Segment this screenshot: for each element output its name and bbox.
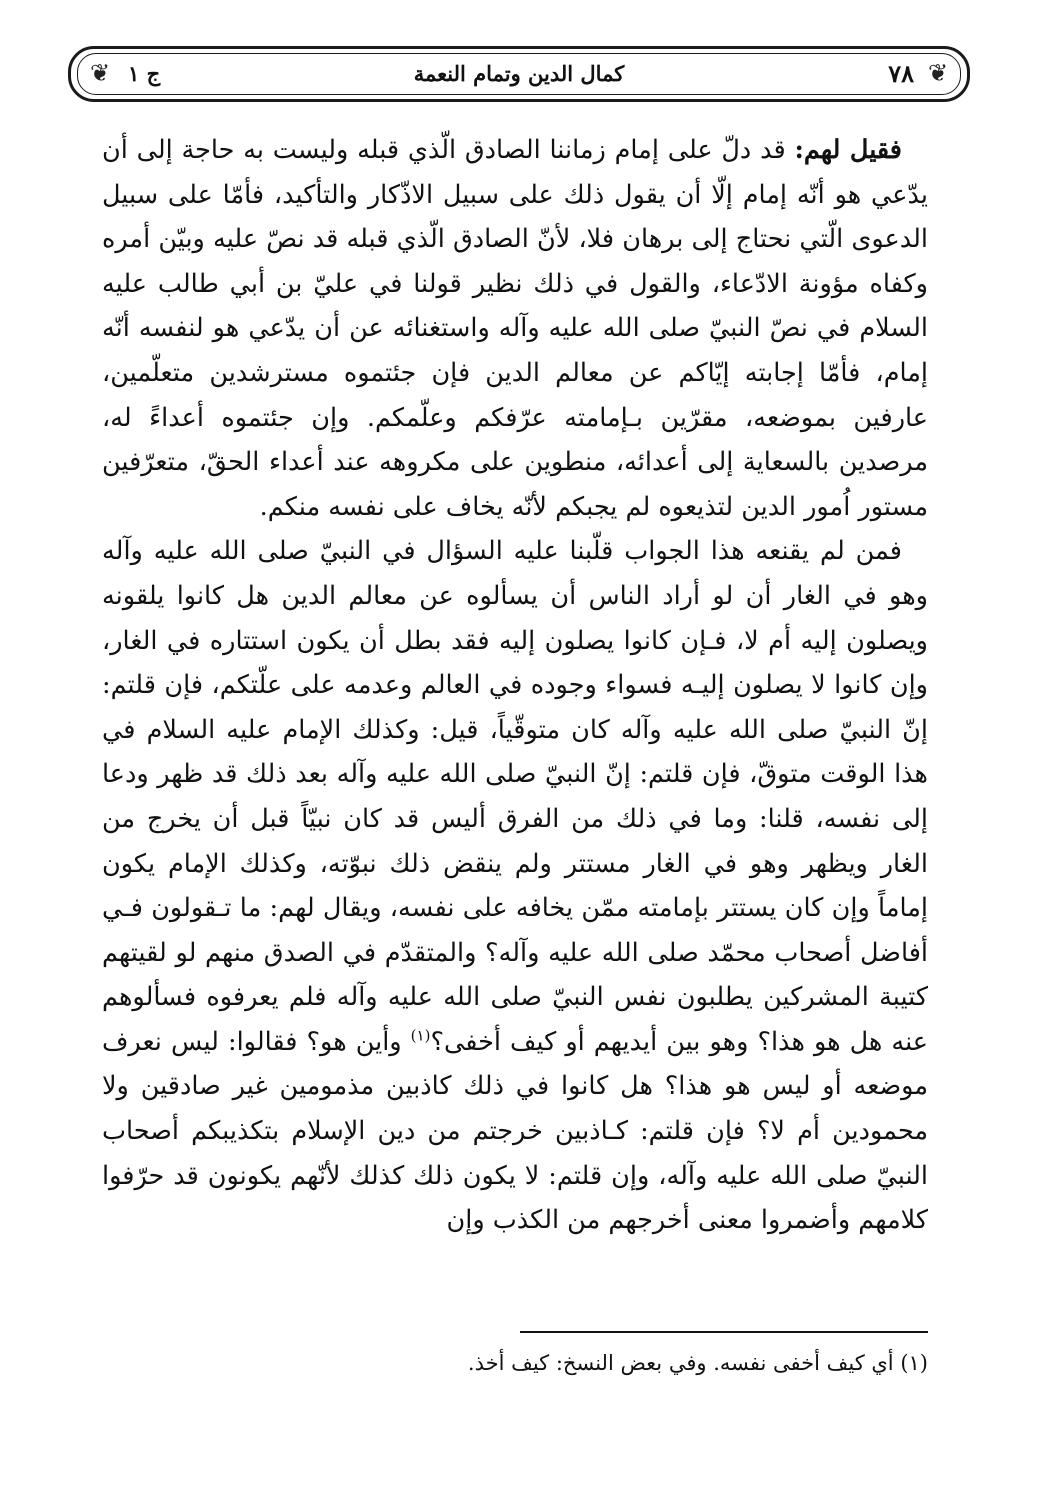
footnote-marker: (١) [410, 1026, 431, 1045]
footnote: (١) أي كيف أخفى نفسه. وفي بعض النسخ: كيف أخذ. [467, 1351, 928, 1375]
paragraph-2-part-1: فمن لم يقنعه هذا الجواب قلّبنا عليه السؤال في النبيّ صلى الله عليه وآله وهو في الغار أن لو أراد الناس أن يسألوه عن معالم الدين هل كانوا يلقونه ويصلون إليه أم لا، فـإن كانوا يصلون إليه فقد بطل أن يكون استتاره في الغار، وإن كانوا لا يصلون إليـه فسواء وجوده في العالم وعدمه على علّتكم، فإن قلتم: إنّ النبيّ صلى الله عليه وآله كان متوقّياً، قيل: وكذلك الإمام عليه السلام في هذا الوقت متوقّ، فإن قلتم: إنّ النبيّ صلى الله عليه وآله بعد ذلك قد ظهر ودعا إلى نفسه، قلنا: وما في ذلك من الفرق أليس قد كان نبيّاً قبل أن يخرج من الغار ويظهر وهو في الغار مستتر ولم ينقض ذلك نبوّته، وكذلك الإمام يكون إماماً وإن كان يستتر بإمامته ممّن يخافه على نفسه، ويقال لهم: ما تـقولون فـي أفاضل أصحاب محمّد صلى الله عليه وآله؟ والمتقدّم في الصدق منهم لو لقيتهم كتيبة المشركين يطلبون نفس النبيّ صلى الله عليه وآله فلم يعرفوه فسألوهم عنه هل هو هذا؟ وهو بين أيديهم أو كيف أخفى؟ [102, 536, 928, 1057]
page-number: ٧٨ [888, 59, 914, 88]
ornament-right-icon: ❦ [927, 59, 949, 87]
footnote-separator [520, 1331, 928, 1333]
paragraph-1-lead: فقيل لهم: [794, 135, 902, 165]
paragraph-1 [102, 128, 928, 529]
paragraph-2-part-2: وأين هو؟ فقالوا: ليس نعرف موضعه أو ليس هو هذا؟ هل كانوا في ذلك كاذبين مذمومين غير صادقين ولا محمودين أم لا؟ فإن قلتم: كـاذبين خرجتم من دين الإسلام بتكذيبكم أصحاب النبيّ صلى الله عليه وآله، وإن قلتم: لا يكون ذلك كذلك لأنّهم يكونون قد حرّفوا كلامهم وأضمروا معنى أخرجهم من الكذب وإن [102, 1026, 928, 1236]
running-header [68, 46, 970, 102]
paragraph-1-text: قد دلّ على إمام زماننا الصادق الّذي قبله وليست به حاجة إلى أن يدّعي هو أنّه إمام إلّا أن يقول ذلك على سبيل الاذّكار والتأكيد، فأمّا على سبيل الدعوى الّتي نحتاج إلى برهان فلا، لأنّ الصادق الّذي قبله قد نصّ عليه وبيّن أمره وكفاه مؤونة الادّعاء، والقول في ذلك نظير قولنا في عليّ بن أبي طالب عليه السلام في نصّ النبيّ صلى الله عليه وآله واستغنائه عن أن يدّعي هو لنفسه أنّه إمام، فأمّا إجابته إيّاكم عن معالم الدين فإن جئتموه مسترشدين متعلّمين، عارفين بموضعه، مقرّين بـإمامته عرّفكم وعلّمكم. وإن جئتموه أعداءً له، مرصدين بالسعاية إلى أعدائه، منطوين على مكروهه عند أعداء الحقّ، متعرّفين مستور اُمور الدين لتذيعوه لم يجبكم لأنّه يخاف على نفسه منكم. [102, 135, 928, 522]
ornament-left-icon: ❦ [89, 59, 111, 87]
book-title: كمال الدين وتمام النعمة [413, 61, 625, 86]
paragraph-2 [102, 529, 928, 1243]
volume-label: ج ١ [128, 61, 161, 86]
main-text [102, 128, 928, 1243]
